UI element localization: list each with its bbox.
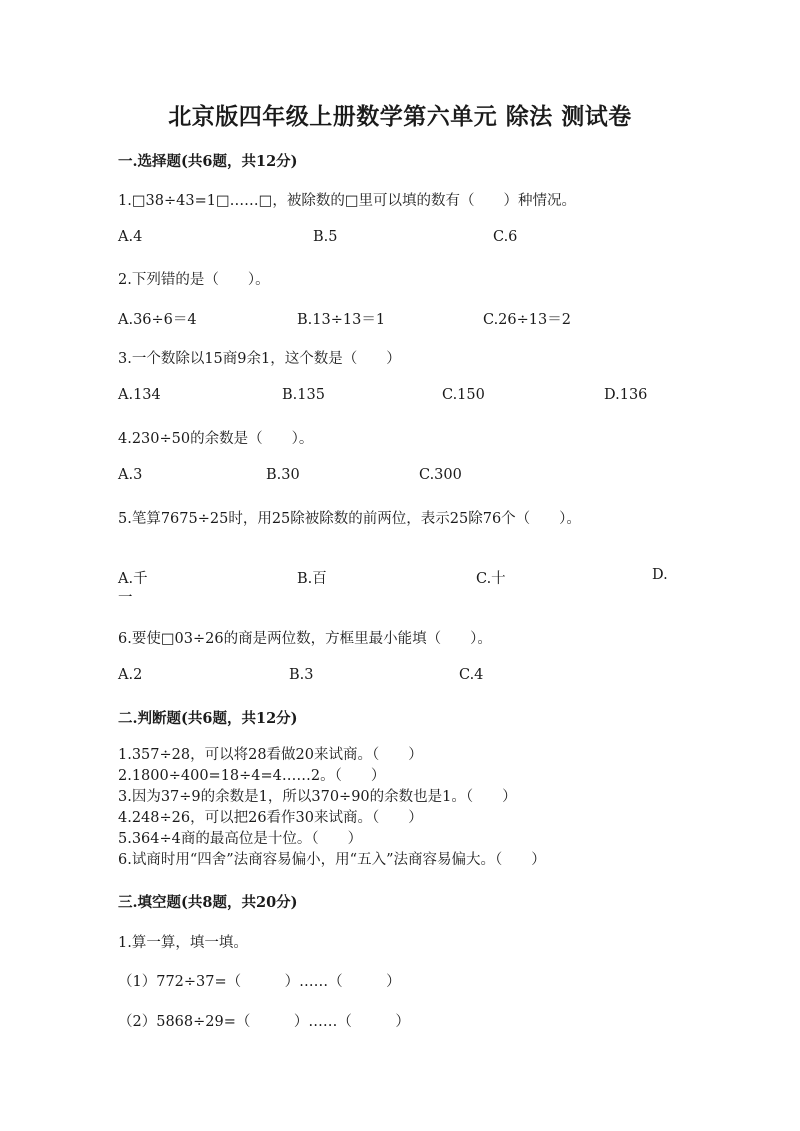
judgement-item-5: 5.364÷4商的最高位是十位。（ ） <box>118 831 363 847</box>
option-5d: D. <box>652 567 668 583</box>
option-1b: B.5 <box>313 229 338 245</box>
question-1: 1.□38÷43=1□……□，被除数的□里可以填的数有（ ）种情况。 <box>118 193 577 209</box>
question-2: 2.下列错的是（ ）。 <box>118 272 270 288</box>
page-title: 北京版四年级上册数学第六单元 除法 测试卷 <box>168 103 632 130</box>
option-5b: B.百 <box>297 571 327 587</box>
question-3: 3.一个数除以15商9余1，这个数是（ ） <box>118 351 401 367</box>
fill-intro: 1.算一算，填一填。 <box>118 935 248 951</box>
judgement-item-2: 2.1800÷400=18÷4=4……2。（ ） <box>118 768 386 784</box>
judgement-item-1: 1.357÷28，可以将28看做20来试商。（ ） <box>118 747 423 763</box>
option-5c: C.十 <box>476 571 506 587</box>
judgement-item-3: 3.因为37÷9的余数是1，所以370÷90的余数也是1。（ ） <box>118 789 517 805</box>
option-3d: D.136 <box>604 387 648 403</box>
section-heading-fill: 三.填空题(共8题，共20分) <box>118 894 298 911</box>
question-4: 4.230÷50的余数是（ ）。 <box>118 431 314 447</box>
judgement-item-4: 4.248÷26，可以把26看作30来试商。（ ） <box>118 810 423 826</box>
option-4b: B.30 <box>266 467 300 483</box>
section-heading-judgement: 二.判断题(共6题，共12分) <box>118 710 298 727</box>
section-heading-choice: 一.选择题(共6题，共12分) <box>118 153 298 170</box>
option-3b: B.135 <box>282 387 325 403</box>
option-4c: C.300 <box>419 467 462 483</box>
option-2b: B.13÷13＝1 <box>297 312 386 328</box>
question-6: 6.要使□03÷26的商是两位数，方框里最小能填（ ）。 <box>118 631 492 647</box>
judgement-item-6: 6.试商时用“四舍”法商容易偏小，用“五入”法商容易偏大。（ ） <box>118 852 546 868</box>
fill-line-1: （1）772÷37=（ ）……（ ） <box>118 974 401 990</box>
option-1c: C.6 <box>493 229 518 245</box>
option-1a: A.4 <box>118 229 143 245</box>
option-5d-wrap: 一 <box>118 590 133 606</box>
option-6c: C.4 <box>459 667 484 683</box>
option-6b: B.3 <box>289 667 314 683</box>
option-3a: A.134 <box>118 387 161 403</box>
question-5: 5.笔算7675÷25时，用25除被除数的前两位，表示25除76个（ ）。 <box>118 511 581 527</box>
option-2c: C.26÷13＝2 <box>483 312 571 328</box>
option-6a: A.2 <box>118 667 143 683</box>
option-5a: A.千 <box>118 571 148 587</box>
option-4a: A.3 <box>118 467 143 483</box>
option-3c: C.150 <box>442 387 485 403</box>
fill-line-2: （2）5868÷29=（ ）……（ ） <box>118 1014 410 1030</box>
option-2a: A.36÷6＝4 <box>118 312 197 328</box>
